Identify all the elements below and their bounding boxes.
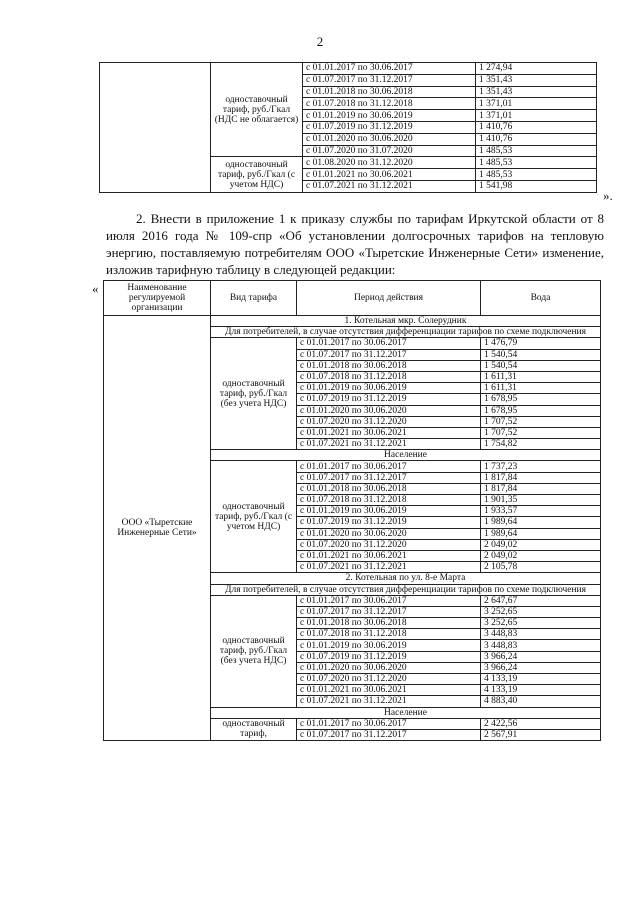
period-cell: с 01.07.2019 по 31.12.2019 <box>297 651 481 662</box>
period-cell: с 01.07.2018 по 31.12.2018 <box>297 629 481 640</box>
period-cell: с 01.01.2019 по 30.06.2019 <box>297 640 481 651</box>
period-cell: с 01.01.2018 по 30.06.2018 <box>303 86 476 98</box>
section-title: 1. Котельная мкр. Солерудник <box>211 316 601 327</box>
period-cell: с 01.01.2019 по 30.06.2019 <box>303 110 476 122</box>
tariff-type-cell: одноставочный тариф, руб./Гкал (без учета НДС) <box>211 338 297 450</box>
subsection-title: Население <box>211 707 601 718</box>
value-cell: 2 567,91 <box>481 729 601 740</box>
period-cell: с 01.07.2020 по 31.12.2020 <box>297 539 481 550</box>
period-cell: с 01.01.2018 по 30.06.2018 <box>297 618 481 629</box>
period-cell: с 01.07.2021 по 31.12.2021 <box>297 439 481 450</box>
table-row <box>100 63 597 75</box>
value-cell: 1 541,98 <box>476 180 597 192</box>
period-cell: с 01.07.2017 по 31.12.2017 <box>297 349 481 360</box>
tariff-table-continuation <box>99 62 597 193</box>
period-cell: с 01.07.2020 по 31.12.2020 <box>297 674 481 685</box>
tariff-type-cell: одноставочный тариф, руб./Гкал (без учета НДС) <box>211 595 297 707</box>
period-cell: с 01.07.2020 по 31.07.2020 <box>303 145 476 157</box>
period-cell: с 01.01.2018 по 30.06.2018 <box>297 483 481 494</box>
header-period: Период действия <box>297 281 481 316</box>
period-cell: с 01.01.2021 по 30.06.2021 <box>297 550 481 561</box>
period-cell: с 01.01.2020 по 30.06.2020 <box>297 528 481 539</box>
period-cell: с 01.01.2021 по 30.06.2021 <box>297 685 481 696</box>
value-cell: 4 883,40 <box>481 696 601 707</box>
subsection-title: Население <box>211 450 601 461</box>
tariff-type-cell: одноставочный тариф, руб./Гкал (с учетом НДС) <box>211 157 303 192</box>
period-cell: с 01.07.2017 по 31.12.2017 <box>297 472 481 483</box>
value-cell: 1 274,94 <box>476 63 597 75</box>
value-cell: 1 817,84 <box>481 483 601 494</box>
period-cell: с 01.01.2017 по 30.06.2017 <box>297 461 481 472</box>
value-cell: 1 611,31 <box>481 371 601 382</box>
header-water: Вода <box>481 281 601 316</box>
period-cell: с 01.07.2018 по 31.12.2018 <box>303 98 476 110</box>
value-cell: 3 252,65 <box>481 606 601 617</box>
closing-quote: ». <box>603 188 613 203</box>
value-cell: 1 371,01 <box>476 110 597 122</box>
period-cell: с 01.07.2019 по 31.12.2019 <box>297 394 481 405</box>
period-cell: с 01.01.2020 по 30.06.2020 <box>303 133 476 145</box>
value-cell: 4 133,19 <box>481 674 601 685</box>
period-cell: с 01.01.2017 по 30.06.2017 <box>297 718 481 729</box>
value-cell: 3 448,83 <box>481 629 601 640</box>
value-cell: 1 901,35 <box>481 495 601 506</box>
period-cell: с 01.07.2019 по 31.12.2019 <box>297 517 481 528</box>
period-cell: с 01.01.2020 по 30.06.2020 <box>297 405 481 416</box>
value-cell: 1 410,76 <box>476 121 597 133</box>
value-cell: 1 371,01 <box>476 98 597 110</box>
amendment-paragraph: 2. Внести в приложение 1 к приказу службы по тарифам Иркутской области от 8 июля 2016 года № 109-спр «Об установлении долгосрочных тарифов на тепловую энергию, поставляемую потребителям ООО «Тыретские Инженерные Сети» изменение, изложив тарифную таблицу в следующей редакции: <box>106 211 604 277</box>
section-row <box>104 316 601 327</box>
header-organization: Наименование регулируемой организации <box>104 281 211 316</box>
period-cell: с 01.07.2020 по 31.12.2020 <box>297 416 481 427</box>
period-cell: с 01.08.2020 по 31.12.2020 <box>303 157 476 169</box>
subsection-title: Для потребителей, в случае отсутствия дифференциации тарифов по схеме подключения <box>211 327 601 338</box>
value-cell: 1 678,95 <box>481 405 601 416</box>
period-cell: с 01.01.2021 по 30.06.2021 <box>297 427 481 438</box>
value-cell: 1 611,31 <box>481 383 601 394</box>
period-cell: с 01.07.2017 по 31.12.2017 <box>297 729 481 740</box>
period-cell: с 01.07.2017 по 31.12.2017 <box>303 74 476 86</box>
period-cell: с 01.07.2021 по 31.12.2021 <box>303 180 476 192</box>
value-cell: 3 966,24 <box>481 662 601 673</box>
period-cell: с 01.01.2017 по 30.06.2017 <box>303 63 476 75</box>
period-cell: с 01.07.2019 по 31.12.2019 <box>303 121 476 133</box>
value-cell: 1 707,52 <box>481 427 601 438</box>
period-cell: с 01.07.2018 по 31.12.2018 <box>297 371 481 382</box>
period-cell: с 01.07.2021 по 31.12.2021 <box>297 562 481 573</box>
value-cell: 1 351,43 <box>476 74 597 86</box>
value-cell: 1 707,52 <box>481 416 601 427</box>
period-cell: с 01.01.2018 по 30.06.2018 <box>297 360 481 371</box>
value-cell: 1 933,57 <box>481 506 601 517</box>
value-cell: 1 485,53 <box>476 145 597 157</box>
value-cell: 1 754,82 <box>481 439 601 450</box>
period-cell: с 01.07.2018 по 31.12.2018 <box>297 495 481 506</box>
period-cell: с 01.01.2020 по 30.06.2020 <box>297 662 481 673</box>
organization-cell: ООО «Тыретские Инженерные Сети» <box>104 316 211 741</box>
value-cell: 1 540,54 <box>481 349 601 360</box>
tariff-type-cell: одноставочный тариф, руб./Гкал (с учетом НДС) <box>211 461 297 573</box>
value-cell: 3 252,65 <box>481 618 601 629</box>
value-cell: 3 966,24 <box>481 651 601 662</box>
value-cell: 1 476,79 <box>481 338 601 349</box>
value-cell: 1 678,95 <box>481 394 601 405</box>
page-number: 2 <box>316 34 324 49</box>
organization-cell-empty <box>100 63 211 193</box>
period-cell: с 01.07.2017 по 31.12.2017 <box>297 606 481 617</box>
value-cell: 1 989,64 <box>481 517 601 528</box>
value-cell: 1 817,84 <box>481 472 601 483</box>
value-cell: 1 485,53 <box>476 169 597 181</box>
value-cell: 2 105,78 <box>481 562 601 573</box>
value-cell: 1 737,23 <box>481 461 601 472</box>
period-cell: с 01.01.2019 по 30.06.2019 <box>297 506 481 517</box>
value-cell: 1 351,43 <box>476 86 597 98</box>
value-cell: 2 049,02 <box>481 539 601 550</box>
value-cell: 1 485,53 <box>476 157 597 169</box>
header-tariff-type: Вид тарифа <box>211 281 297 316</box>
period-cell: с 01.01.2021 по 30.06.2021 <box>303 169 476 181</box>
value-cell: 4 133,19 <box>481 685 601 696</box>
value-cell: 2 422,56 <box>481 718 601 729</box>
period-cell: с 01.01.2017 по 30.06.2017 <box>297 338 481 349</box>
value-cell: 1 410,76 <box>476 133 597 145</box>
tariff-table <box>103 280 601 741</box>
table-header-row <box>104 281 601 316</box>
section-title: 2. Котельная по ул. 8-е Марта <box>211 573 601 584</box>
period-cell: с 01.01.2017 по 30.06.2017 <box>297 595 481 606</box>
value-cell: 2 049,02 <box>481 550 601 561</box>
period-cell: с 01.01.2019 по 30.06.2019 <box>297 383 481 394</box>
value-cell: 2 647,67 <box>481 595 601 606</box>
tariff-type-cell: одноставочный тариф, руб./Гкал (НДС не облагается) <box>211 63 303 157</box>
value-cell: 1 989,64 <box>481 528 601 539</box>
subsection-title: Для потребителей, в случае отсутствия дифференциации тарифов по схеме подключения <box>211 584 601 595</box>
value-cell: 1 540,54 <box>481 360 601 371</box>
period-cell: с 01.07.2021 по 31.12.2021 <box>297 696 481 707</box>
tariff-type-cell: одноставочный тариф, <box>211 718 297 740</box>
value-cell: 3 448,83 <box>481 640 601 651</box>
opening-quote: « <box>92 281 99 296</box>
